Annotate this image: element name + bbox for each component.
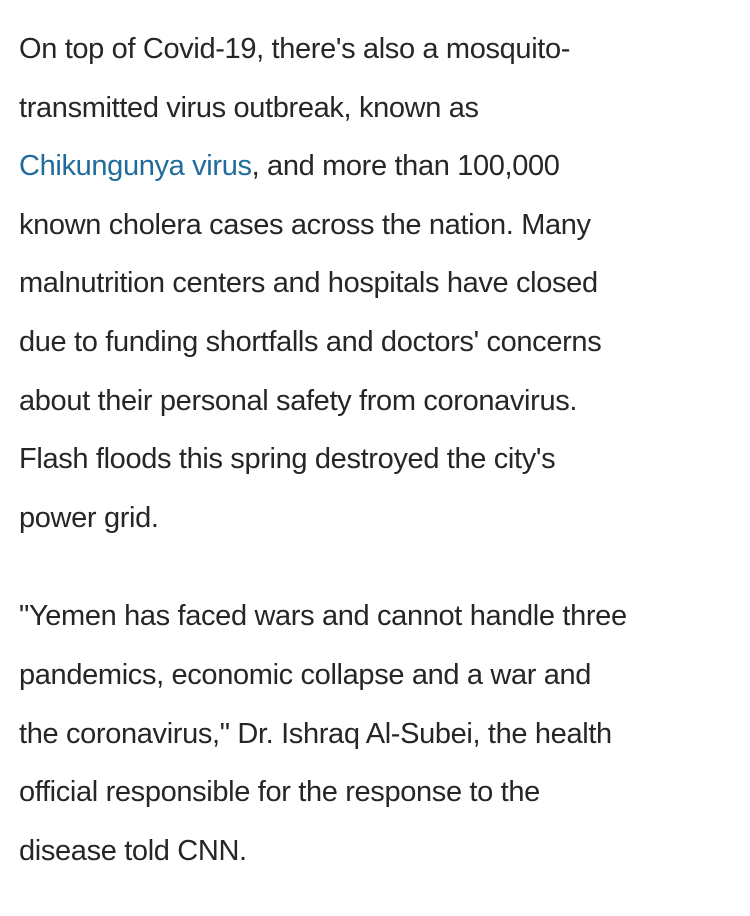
text-line: "Yemen has faced wars and cannot handle three	[19, 600, 627, 633]
text-segment: , and more than 100,000	[251, 150, 560, 183]
text-line: the coronavirus," Dr. Ishraq Al-Subei, the health	[19, 717, 612, 750]
article-body	[19, 20, 731, 880]
text-line: Flash floods this spring destroyed the city's	[19, 443, 556, 476]
paragraph-covid-outbreaks	[19, 20, 731, 547]
chikungunya-virus-link[interactable]: Chikungunya virus	[19, 150, 252, 183]
text-line-with-link	[19, 137, 731, 196]
paragraph-quote	[19, 587, 731, 880]
text-line: due to funding shortfalls and doctors' concerns	[19, 325, 602, 358]
text-line: On top of Covid-19, there's also a mosquito-	[19, 33, 571, 65]
text-line: about their personal safety from coronavirus.	[19, 384, 578, 417]
text-line: power grid.	[19, 501, 159, 534]
text-line: transmitted virus outbreak, known as	[19, 91, 479, 124]
text-line: disease told CNN.	[19, 834, 247, 867]
text-line: malnutrition centers and hospitals have closed	[19, 267, 598, 300]
text-line: known cholera cases across the nation. Many	[19, 208, 591, 241]
text-line: pandemics, economic collapse and a war and	[19, 658, 592, 691]
text-line: official responsible for the response to the	[19, 776, 540, 809]
